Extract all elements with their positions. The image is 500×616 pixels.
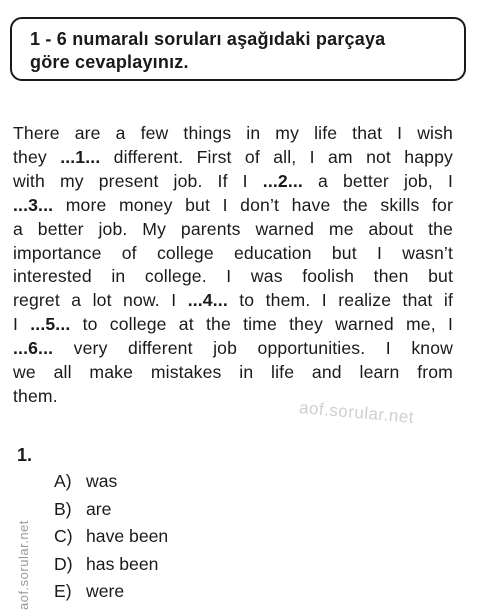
passage-text: I [13,314,31,335]
option-text: have been [86,526,169,547]
question-number: 1. [17,445,33,465]
passage-line: importance of college education but I wasn’t [13,242,453,263]
passage-text: very different job opportunities. I know [53,338,453,359]
blank-4: ...4... [187,290,228,311]
blank-3: ...3... [13,194,54,215]
option-d[interactable] [54,551,168,579]
passage-line: interested in college. I was foolish then but [13,266,453,287]
passage-text: regret a lot now. I [13,290,188,311]
passage-line [13,194,453,218]
passage-line: we all make mistakes in life and learn from [13,362,453,383]
site-watermark: aof.sorular.net [298,398,415,427]
option-text: were [86,581,125,602]
option-letter: E) [54,581,72,602]
passage-text: more money but I don’t have the skills for [53,194,453,215]
passage-line [13,289,453,313]
side-watermark: aof.sorular.net [16,520,31,610]
passage-line [13,337,453,361]
passage-line: them. [13,385,58,406]
option-text: has been [86,553,159,574]
passage-line: There are a few things in my life that I wish [13,123,453,143]
option-text: are [86,498,112,519]
passage-line [13,313,453,337]
blank-6: ...6... [13,338,54,359]
passage-text: to them. I realize that if [227,290,453,311]
instruction-line-2: göre cevaplayınız. [30,52,189,72]
instruction-box [10,17,466,81]
answer-options [54,468,168,606]
passage-line [13,146,453,170]
blank-1: ...1... [60,146,101,167]
option-letter: B) [54,498,72,519]
passage-line [13,170,453,194]
option-e[interactable] [54,578,168,606]
passage-text: different. First of all, I am not happy [100,146,453,167]
passage-text: a better job, I [302,170,453,191]
option-c[interactable] [54,523,168,551]
option-a[interactable] [54,468,168,496]
option-text: was [86,471,118,492]
option-letter: D) [54,553,73,574]
passage-text: they [13,146,61,167]
option-b[interactable] [54,496,168,524]
reading-passage [13,122,453,409]
passage-text: with my present job. If I [13,170,263,191]
passage-line: a better job. My parents warned me about the [13,218,453,239]
option-letter: C) [54,526,73,547]
option-letter: A) [54,471,72,492]
passage-text: to college at the time they warned me, I [70,314,453,335]
blank-2: ...2... [262,170,303,191]
blank-5: ...5... [30,314,71,335]
instruction-line-1: 1 - 6 numaralı soruları aşağıdaki parçaya [30,29,386,49]
